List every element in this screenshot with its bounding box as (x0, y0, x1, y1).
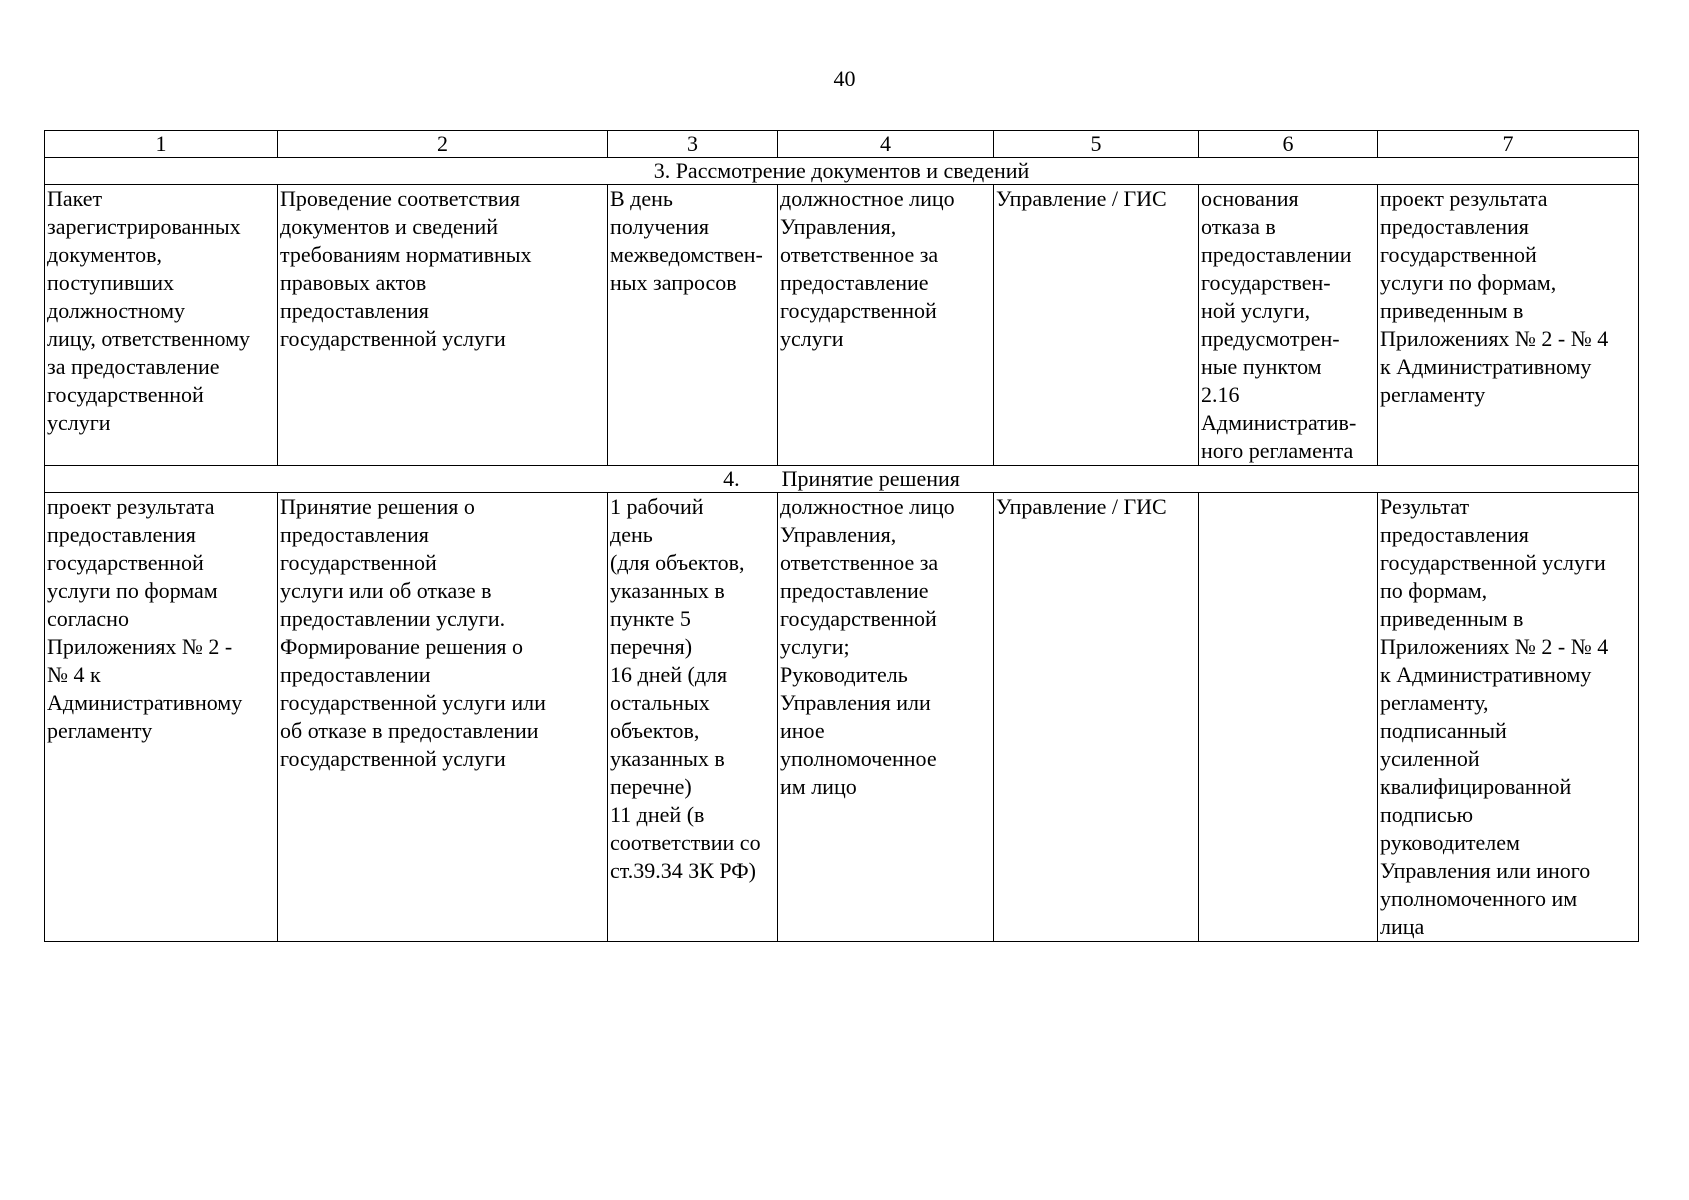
table-cell: Управление / ГИС (994, 185, 1199, 466)
table-cell: 1 рабочий день (для объектов, указанных в пункте 5 перечня) 16 дней (для остальных объектов, указанных в перечне) 11 дней (в соответствии со ст.39.34 ЗК РФ) (608, 493, 778, 942)
column-header: 3 (608, 131, 778, 158)
column-header: 5 (994, 131, 1199, 158)
section-heading-row (45, 466, 1639, 493)
table-row (45, 493, 1639, 942)
column-header: 6 (1199, 131, 1378, 158)
table-cell: Результат предоставления государственной услуги по формам, приведенным в Приложениях № 2 - № 4 к Административному регламенту, подписанный усиленной квалифицированной подписью руководителем Управления или иного уполномоченного им лица (1378, 493, 1639, 942)
table-cell: проект результата предоставления государственной услуги по формам, приведенным в Приложениях № 2 - № 4 к Административному регламенту (1378, 185, 1639, 466)
section-title: Принятие решения (781, 466, 960, 491)
section-heading-row (45, 158, 1639, 185)
section-heading: 3. Рассмотрение документов и сведений (45, 158, 1639, 185)
table-cell: Пакет зарегистрированных документов, поступивших должностному лицу, ответственному за предоставление государственной услуги (45, 185, 278, 466)
page-number: 40 (833, 66, 856, 91)
table-cell: В день получения межведомствен- ных запросов (608, 185, 778, 466)
column-header: 2 (278, 131, 608, 158)
section-heading (45, 466, 1639, 493)
column-header: 1 (45, 131, 278, 158)
section-number: 4. (723, 466, 740, 491)
table-cell: проект результата предоставления государственной услуги по формам согласно Приложениях № 2 - № 4 к Административному регламенту (45, 493, 278, 942)
table-row (45, 185, 1639, 466)
table-cell: основания отказа в предоставлении государствен- ной услуги, предусмотрен- ные пунктом 2.16 Административ- ного регламента (1199, 185, 1378, 466)
table-cell: должностное лицо Управления, ответственное за предоставление государственной услуги (778, 185, 994, 466)
table-cell: Управление / ГИС (994, 493, 1199, 942)
column-header: 4 (778, 131, 994, 158)
table-cell: Принятие решения о предоставления государственной услуги или об отказе в предоставлении услуги. Формирование решения о предоставлении государственной услуги или об отказе в предоставлении государственной услуги (278, 493, 608, 942)
table-cell: Проведение соответствия документов и сведений требованиям нормативных правовых актов предоставления государственной услуги (278, 185, 608, 466)
table-cell: должностное лицо Управления, ответственное за предоставление государственной услуги; Руководитель Управления или иное уполномоченное им лицо (778, 493, 994, 942)
column-header: 7 (1378, 131, 1639, 158)
table-cell (1199, 493, 1378, 942)
column-number-row (45, 131, 1639, 158)
process-table (44, 130, 1639, 942)
